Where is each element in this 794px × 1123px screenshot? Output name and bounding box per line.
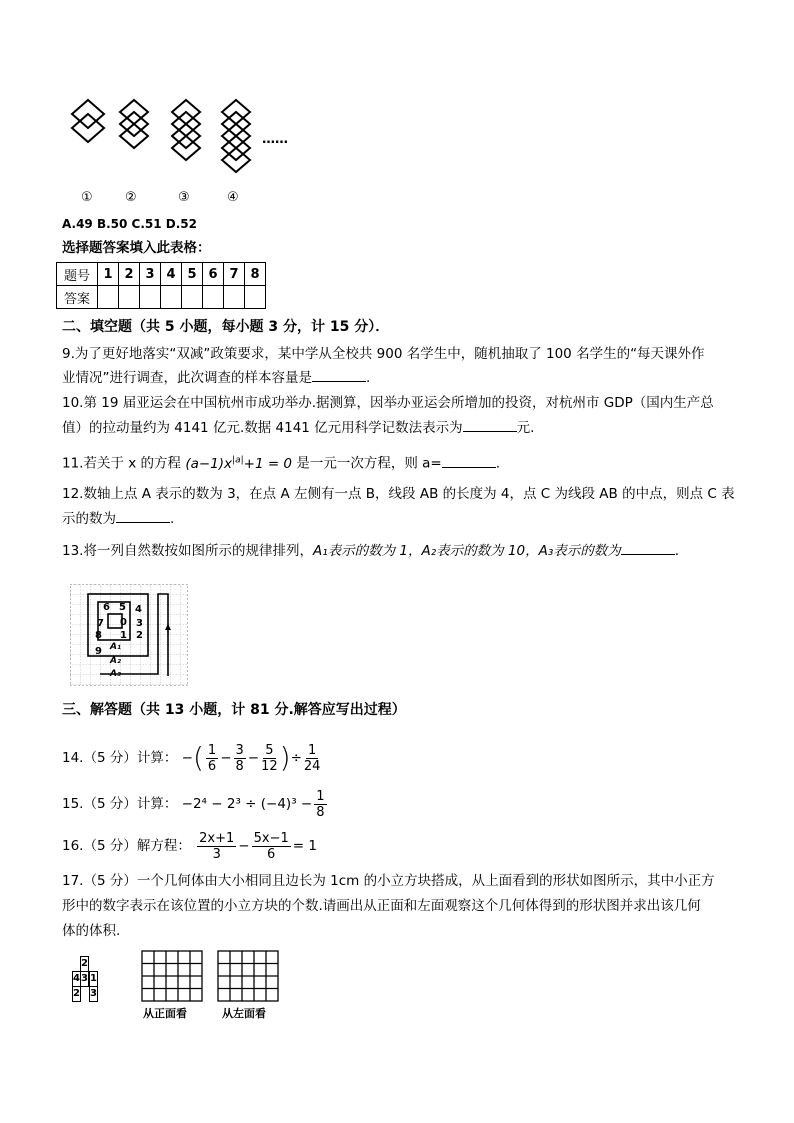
q13-text-a: 13.将一列自然数按如图所示的规律排列， [62,543,313,559]
top-cell: 3 [80,972,88,987]
q17-line1: 17.（5 分）一个几何体由大小相同且边长为 1cm 的小立方块搭成，从上面看到的形状如图所示，其中小正方 [62,873,715,889]
choice-table-caption: 选择题答案填入此表格： [62,240,211,256]
q14-label: 14.（5 分）计算： [62,750,178,766]
q13-text-b: A₁表示的数为 1， [312,543,422,559]
spiral-num-5: 5 [119,602,126,613]
front-view-grid[interactable] [141,950,203,1002]
section2-title: 二、填空题（共 5 小题，每小题 3 分，计 15 分）． [62,319,390,335]
q17-line3: 体的体积. [62,923,121,939]
spiral-number-figure [70,584,188,686]
q10-text: 值）的拉动量约为 4141 亿元.数据 4141 亿元用科学记数法表示为 [62,420,463,436]
pattern-ellipsis: …… [262,132,288,147]
q9-line2 [62,368,370,388]
answer-cell[interactable] [245,286,266,309]
top-cell: 2 [73,987,81,1002]
q14-expression: −( $\frac{1}{6}$ − $\frac{3}{8}$ − $\frac{5}{12}$ )÷ $\frac{1}{24}$ [181,741,321,774]
left-view-label: 从左面看 [222,1007,266,1020]
q10-line2 [62,418,534,438]
spiral-num-1: 1 [120,630,127,641]
q13-blank[interactable] [621,541,675,555]
q12-end: . [170,511,175,527]
spiral-num-0: 0 [120,617,127,628]
answer-cell[interactable] [161,286,182,309]
answer-cell[interactable] [119,286,140,309]
q13-end: . [674,543,680,559]
col-5: 5 [182,263,203,286]
q12-line1: 12.数轴上点 A 表示的数为 3，在点 A 左侧有一点 B，线段 AB 的长度为 4，点 C 为线段 AB 的中点，则点 C 表 [62,486,735,502]
spiral-num-9: 9 [95,646,102,657]
col-6: 6 [203,263,224,286]
q16-label: 16.（5 分）解方程： [62,838,191,854]
col-8: 8 [245,263,266,286]
col-3: 3 [140,263,161,286]
q15-expression: −2⁴ − 2³ ÷ (−4)³ − $\frac{1}{8}$ [181,788,325,820]
q13-line [62,541,679,561]
q11-line [62,450,500,474]
q12-blank[interactable] [116,509,170,523]
q16-equation: $\frac{2x+1}{3}$ − $\frac{5x-1}{6}$ = 1 [199,830,317,862]
q9-blank[interactable] [312,368,366,382]
q13-text-c: A₂表示的数为 10， [421,543,539,559]
spiral-num-4: 4 [135,604,142,615]
answer-cell[interactable] [98,286,119,309]
q8-options: A.49 B.50 C.51 D.52 [62,217,197,231]
answer-cell[interactable] [182,286,203,309]
left-view-grid[interactable] [217,950,279,1002]
spiral-num-7: 7 [97,618,104,629]
col-7: 7 [224,263,245,286]
q11-blank[interactable] [442,454,496,468]
fig-label-4: ④ [227,190,239,205]
row-head-number: 题号 [57,263,98,286]
q11-text: 11.若关于 x 的方程 [62,455,182,472]
spiral-label-a2: A₂ [110,656,121,666]
spiral-num-6: 6 [103,602,110,613]
q10-line1: 10.第 19 届亚运会在中国杭州市成功举办.据测算，因举办亚运会所增加的投资，对杭州市 GDP（国内生产总 [62,395,714,411]
q9-text: 业情况”进行调查，此次调查的样本容量是 [62,370,312,386]
spiral-num-8: 8 [95,630,102,641]
answer-cell[interactable] [224,286,245,309]
spiral-label-a1: A₁ [110,642,121,652]
spiral-num-2: 2 [136,630,143,641]
q17-line2: 形中的数字表示在该位置的小立方块的个数.请画出从正面和左面观察这个几何体得到的形状图并求出该几何 [62,898,701,914]
top-cell: 4 [73,972,81,987]
front-view-label: 从正面看 [143,1007,187,1020]
col-2: 2 [119,263,140,286]
top-cell: 1 [89,972,97,987]
col-1: 1 [98,263,119,286]
q10-blank[interactable] [463,418,517,432]
spiral-num-3: 3 [136,618,143,629]
q13-text-d: A₃表示的数为 [538,543,621,559]
spiral-label-a3: A₃ [110,669,121,679]
answer-cell[interactable] [203,286,224,309]
fig-label-1: ① [81,190,93,205]
answer-cell[interactable] [140,286,161,309]
q16-line [62,828,317,864]
col-4: 4 [161,263,182,286]
top-cell: 3 [89,987,97,1002]
q11-text2: 是一元一次方程，则 a= [296,455,442,472]
q11-end: . [495,455,501,472]
fig-label-3: ③ [178,190,190,205]
q15-label: 15.（5 分）计算： [62,796,178,812]
q12-line2 [62,509,174,529]
top-cell: 2 [80,957,88,972]
q9-line1: 9.为了更好地落实“双减”政策要求，某中学从全校共 900 名学生中，随机抽取了 100 名学生的“每天课外作 [62,346,705,362]
section3-title: 三、解答题（共 13 小题，计 81 分.解答应写出过程） [62,702,406,718]
q9-end: . [366,370,371,386]
answer-table [56,262,266,309]
q14-line [62,740,322,776]
q11-equation: $(a-1)x^{|a|}+1 = 0$ [185,455,293,472]
q12-text: 示的数为 [62,511,116,527]
q10-end: 元. [516,420,535,436]
q15-line [62,786,329,822]
row-head-answer: 答案 [57,286,98,309]
fig-label-2: ② [125,190,137,205]
